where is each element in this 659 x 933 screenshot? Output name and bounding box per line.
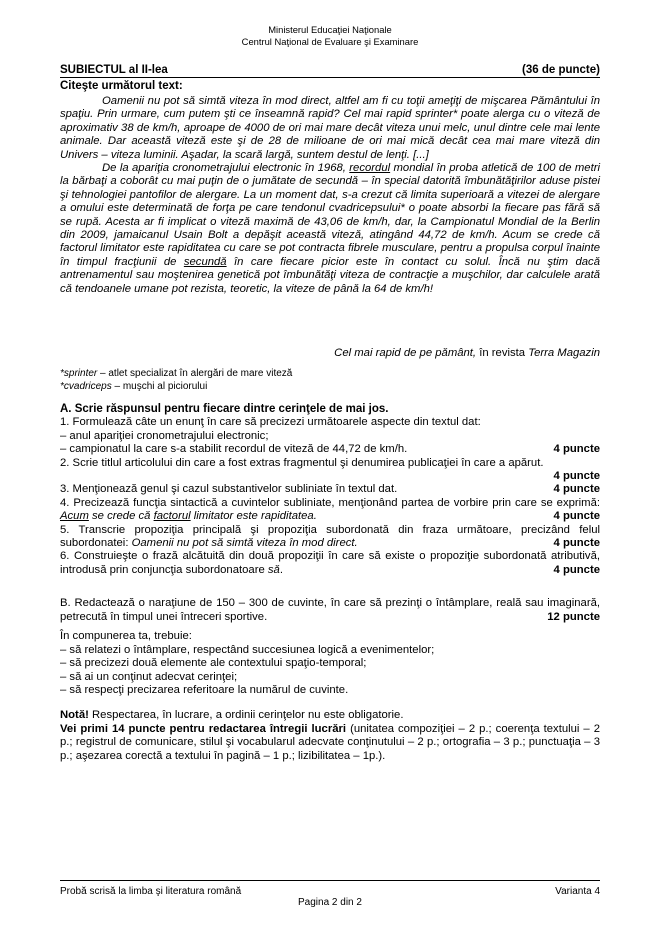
question-6-text: 6. Construieşte o frază alcătuită din două propoziţii în care să existe o propoziţie subordonată atributivă, introdusă prin conjuncţia subordonatoare — [60, 550, 600, 576]
header-line-2: Centrul Naţional de Evaluare şi Examinare — [241, 36, 419, 47]
points-label: 4 puncte — [553, 443, 600, 456]
points-label: 4 puncte — [553, 537, 600, 550]
question-6 — [60, 550, 600, 577]
question-5-text: 5. Transcrie propoziţia principală şi propoziţia subordonată din fraza următoare, precizând felul subordonatei: — [60, 523, 600, 550]
footer-variant: Varianta 4 — [555, 886, 600, 897]
page-number: Pagina 2 din 2 — [298, 897, 362, 908]
requirement-item: – să relatezi o întâmplare, respectând succesiunea logică a evenimentelor; — [60, 643, 435, 656]
points-label: 4 puncte — [553, 563, 600, 576]
header-line-1: Ministerul Educaţiei Naţionale — [268, 24, 392, 35]
question-3-text: 3. Menţionează genul şi cazul substantivelor subliniate în textul dat. — [60, 483, 398, 496]
glossary-item — [60, 368, 292, 381]
subject-title: SUBIECTUL al II-lea — [60, 64, 168, 76]
text-paragraph-1: Oamenii nu pot să simtă viteza în mod direct, altfel am fi cu toţii ameţiţi de mişcarea Pământului în spaţiu. Prin urmare, cum putem şti ce înseamnă rapid? Cel mai rapid sprinter* poate alerga cu o viteză de aproximativ 38 de km/h, aproape de 4000 de ori mai mare decât viteza unui melc, unul dintre cele mai lente animale. Dar această viteză este şi de 28 de milioane de ori mai mică decât cea mai mare viteză din Univers – viteza luminii. Aşadar, la scară largă, suntem destul de lenţi. [...] — [60, 95, 600, 161]
glossary-item — [60, 381, 292, 394]
note-grading-details: (unitatea compoziţiei – 2 p.; coerenţa textului – 2 p.; registrul de comunicare, stilul şi vocabularul adecvate conţinutului – 2 p.; ortografia – 3 p.; punctuaţia – 3 p.; aşezarea corectă a textului în pagină – 1 p.; lizibilitatea – 1p.). — [60, 722, 600, 762]
requirement-item: – să respecţi precizarea referitoare la numărul de cuvinte. — [60, 684, 349, 697]
source-connector: în revista — [476, 347, 529, 359]
section-b-text: B. Redactează o naraţiune de 150 – 300 de cuvinte, în care să prezinţi o întâmplare, reală sau imaginară, petrecută în timpul unei întreceri sportive. — [60, 597, 600, 623]
text-span: în care fiecare picior este în contact cu solul. Încă nu ştim dacă antrenamentul sau moştenirea genetică pot îmbunătăţi viteza de contracţie a muşchilor, dar calculele arată că tendoanele umane pot rezista, teoretic, la viteze de până la 64 de km/h! — [60, 255, 600, 295]
question-1: 1. Formulează câte un enunţ în care să precizezi următoarele aspecte din textul dat: — [60, 416, 481, 429]
underlined-word-acum: Acum — [60, 510, 89, 523]
text-source — [334, 347, 600, 360]
glossary — [60, 368, 292, 393]
subject-heading — [60, 63, 600, 78]
footer-exam-name: Probă scrisă la limba şi literatura română — [60, 886, 242, 897]
question-1a: – anul apariţiei cronometrajului electronic; — [60, 429, 269, 442]
question-5-sentence: Oamenii nu pot să simtă viteza în mod direct. — [131, 537, 358, 550]
text-span: De la apariţia cronometrajului electronic în 1968, — [102, 162, 350, 175]
requirement-item: – să precizezi două elemente ale contextului spaţio-temporal; — [60, 657, 367, 670]
note-line — [60, 709, 600, 723]
section-a — [60, 403, 600, 577]
points-label: 4 puncte — [553, 510, 600, 523]
glossary-term: *sprinter — [60, 368, 98, 379]
note-grading-bold: Vei primi 14 puncte pentru redactarea întregii lucrări — [60, 722, 347, 735]
source-title: Cel mai rapid de pe pământ, — [334, 347, 477, 359]
question-4-end: limitator este rapiditatea. — [190, 510, 317, 523]
requirement-item: – să ai un conţinut adecvat cerinţei; — [60, 670, 238, 683]
section-b-requirements — [60, 630, 600, 698]
points-label: 4 puncte — [553, 483, 600, 496]
section-b-points: 12 puncte — [547, 610, 600, 623]
section-a-title: A. Scrie răspunsul pentru fiecare dintre cerinţele de mai jos. — [60, 403, 389, 415]
question-4 — [60, 497, 600, 524]
question-5 — [60, 524, 600, 551]
section-b-task — [60, 597, 600, 624]
question-3 — [60, 483, 600, 496]
glossary-def: – atlet specializat în alergări de mare viteză — [97, 368, 293, 379]
question-1b-text: – campionatul la care s-a stabilit recordul de viteză de 44,72 de km/h. — [60, 443, 408, 456]
question-6-end: . — [279, 563, 283, 576]
question-4-mid: se crede că — [88, 510, 154, 523]
glossary-def: – muşchi al piciorului — [111, 380, 208, 392]
question-4-text: 4. Precizează funcţia sintactică a cuvintelor subliniate, menţionând partea de vorbire prin care se exprimă: — [60, 496, 600, 509]
note-text: Respectarea, în lucrare, a ordinii cerinţelor nu este obligatorie. — [88, 709, 404, 721]
note-grading — [60, 723, 600, 764]
underlined-word-recordul: recordul — [349, 162, 391, 175]
text-span: mondial în proba atletică de 100 de metri la bărbaţi a coborât cu mai puţin de o jumătate de secundă – în special datorită îmbunătăţirilor aduse pistei şi tehnologiei pantofilor de alergare. La un moment dat, s-a crezut că limita superioară a vitezei de alergare a omului este determinată de forţa pe care tendonul cvadricepsului* o poate absorbi la fiecare pas fără să se rupă. Acesta ar fi implicat o viteză maximă de 43,06 de km/h, dar, la Campionatul Mondial de la Berlin din 2009, jamaicanul Usain Bolt a depăşit această viteză, atingând 44,72 de km/h. Acum se crede că factorul limitator este rapiditatea cu care se pot contracta fibrele musculare, pentru a propulsa corpul înainte în timpul fracţiunii de — [60, 162, 600, 268]
reading-text — [60, 95, 600, 296]
question-2: 2. Scrie titlul articolului din care a fost extras fragmentul şi denumirea publicaţiei în care a apărut. — [60, 456, 544, 469]
ministry-header — [60, 24, 600, 48]
question-6-conjunction: să — [267, 563, 280, 576]
source-magazine: Terra Magazin — [528, 347, 600, 359]
note-label: Notă! — [60, 709, 89, 721]
underlined-word-secunda: secundă — [183, 255, 227, 268]
question-1b — [60, 443, 600, 456]
grading-note — [60, 709, 600, 763]
underlined-word-factorul: factorul — [153, 510, 191, 523]
points-label: 4 puncte — [553, 470, 600, 483]
text-paragraph-2 — [60, 162, 600, 296]
page-footer — [60, 880, 600, 898]
subject-points: (36 de puncte) — [522, 64, 600, 76]
reading-instruction: Citeşte următorul text: — [60, 80, 183, 92]
section-b — [60, 597, 600, 624]
requirements-intro: În compunerea ta, trebuie: — [60, 630, 192, 642]
glossary-term: *cvadriceps — [60, 380, 112, 392]
